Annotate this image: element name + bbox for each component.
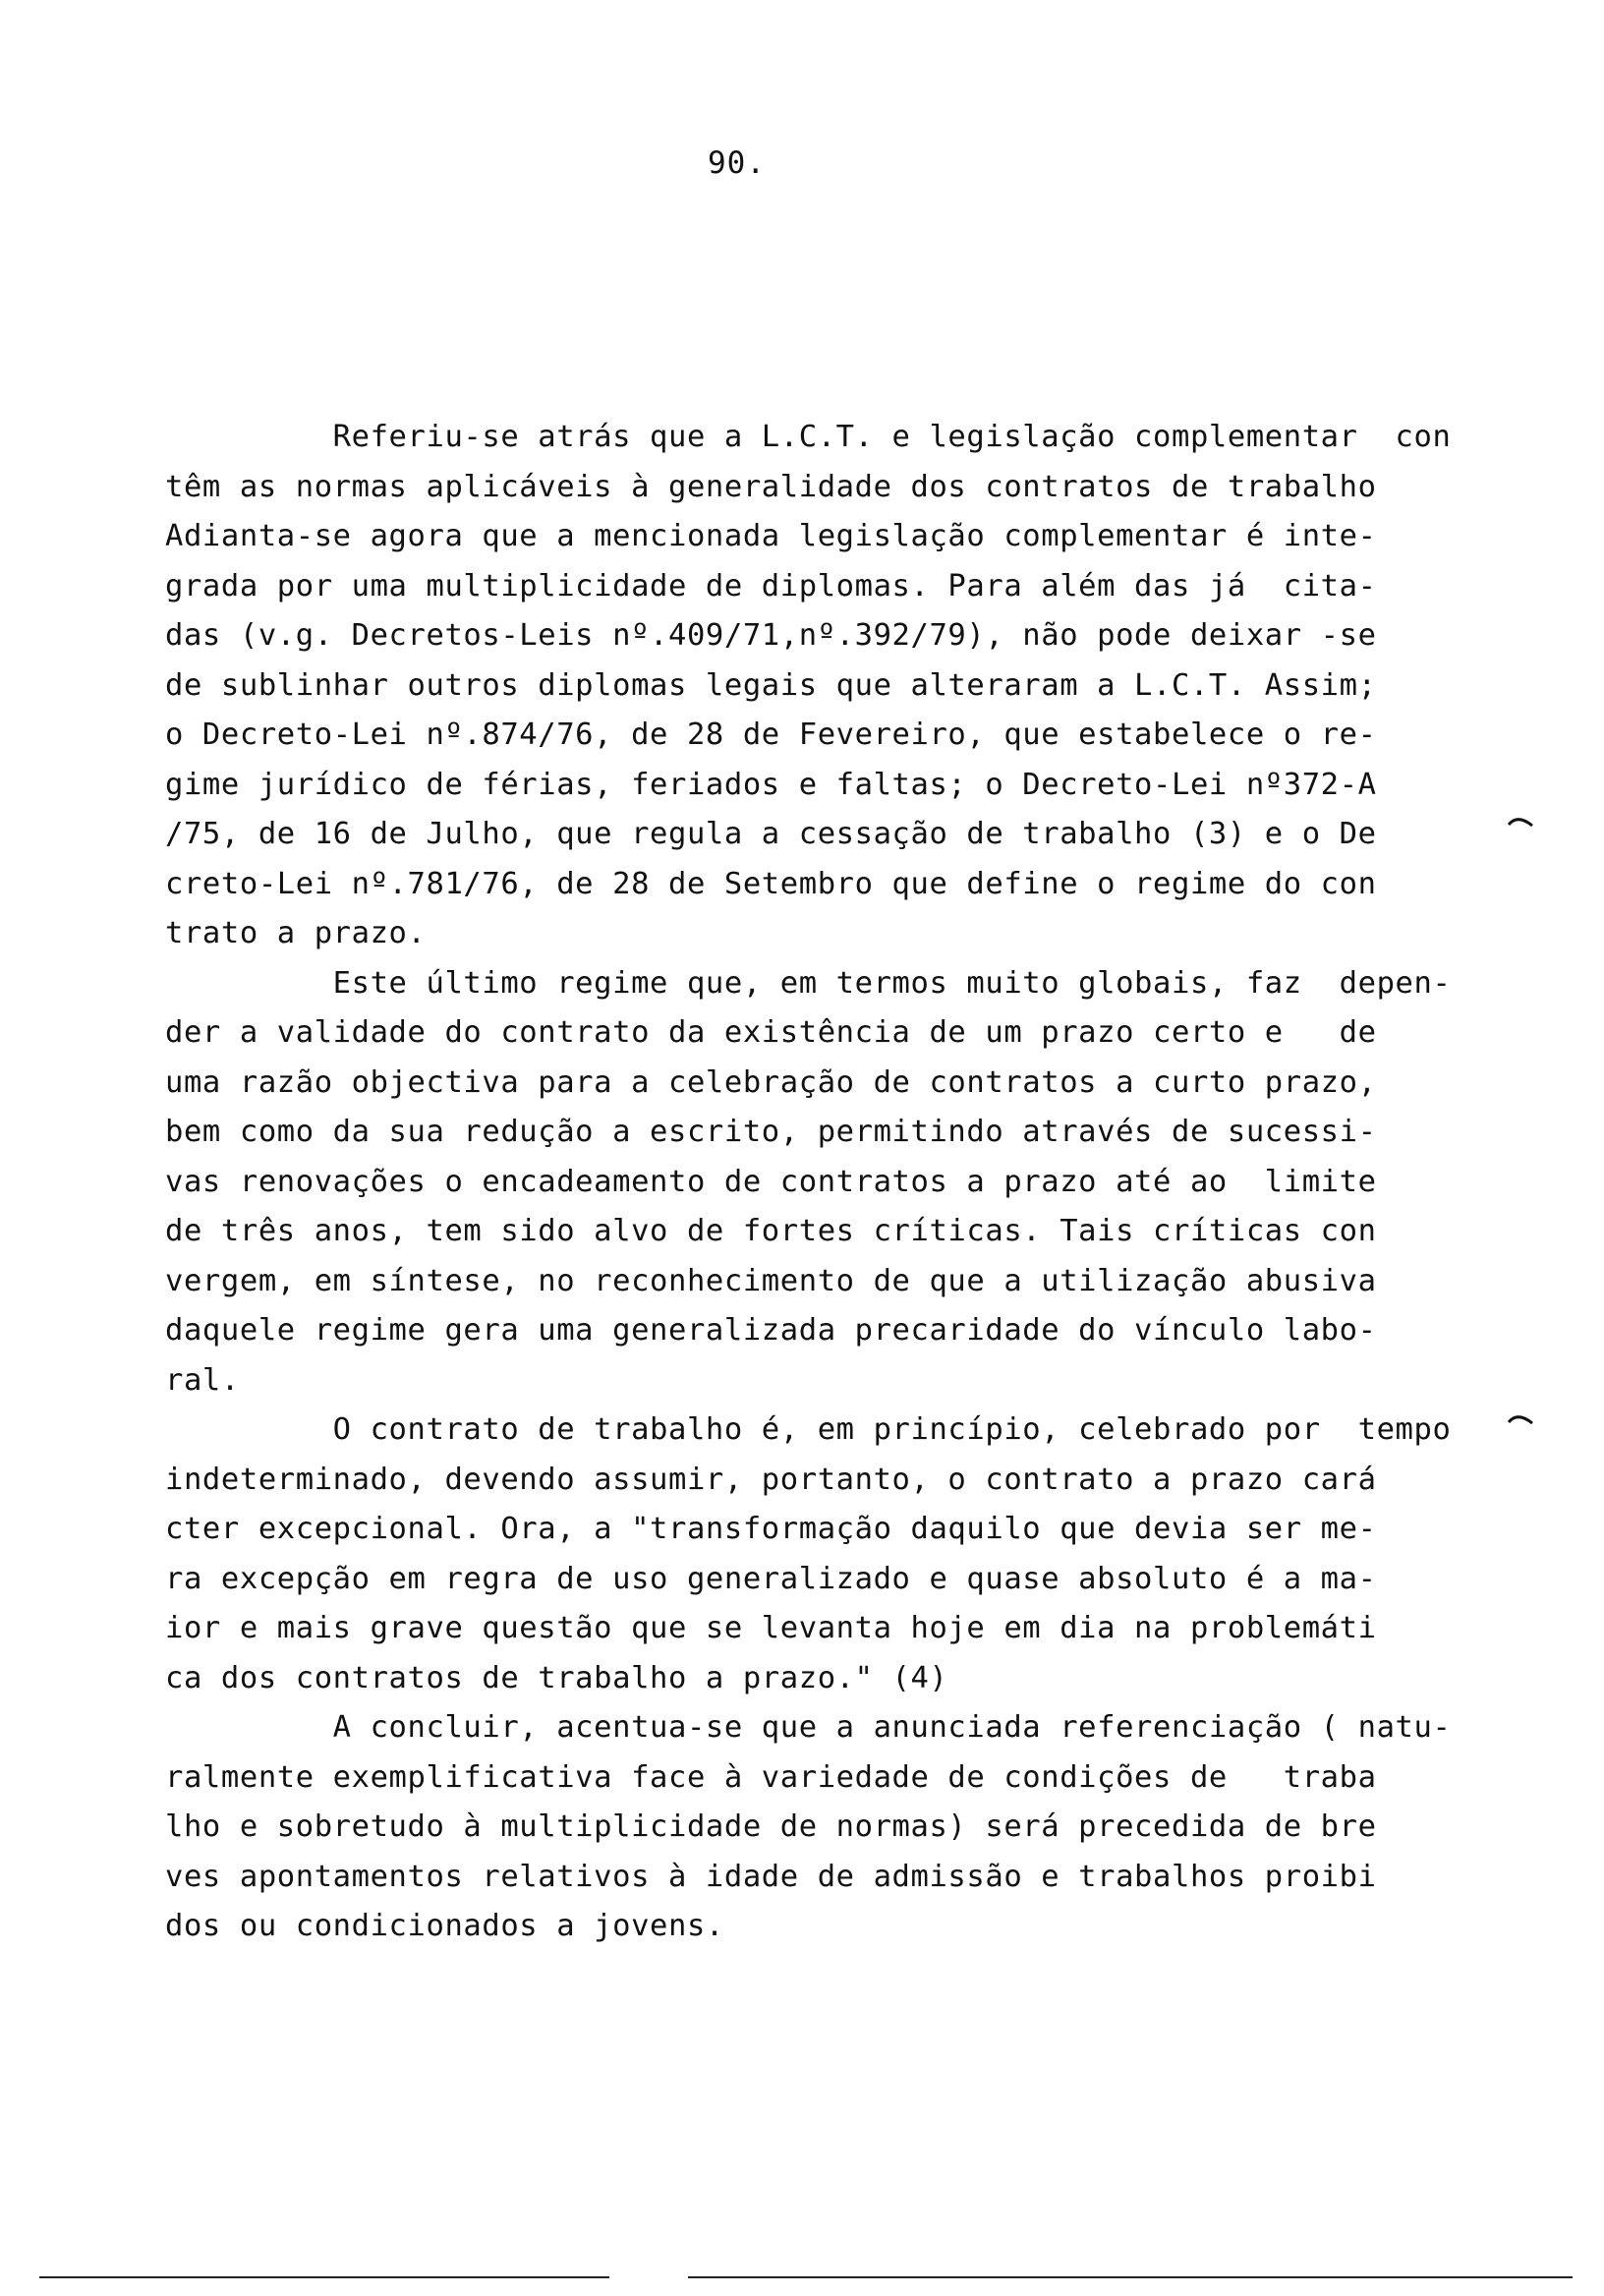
text-line: vergem, em síntese, no reconhecimento de que a utilização abusiva xyxy=(165,1263,1377,1298)
text-line: Este último regime que, em termos muito globais, faz depen- xyxy=(165,965,1452,1001)
text-line: ra excepção em regra de uso generalizado e quase absoluto é a ma- xyxy=(165,1561,1377,1596)
text-line: /75, de 16 de Julho, que regula a cessação de trabalho (3) e o De xyxy=(165,817,1377,851)
page-number: 90. xyxy=(708,145,766,181)
text-line: ves apontamentos relativos à idade de admissão e trabalhos proibi xyxy=(165,1859,1377,1894)
text-line: de três anos, tem sido alvo de fortes críticas. Tais críticas con xyxy=(165,1214,1377,1248)
text-line: Referiu-se atrás que a L.C.T. e legislação complementar con xyxy=(165,420,1452,454)
text-line: grada por uma multiplicidade de diplomas. Para além das já cita- xyxy=(165,568,1377,603)
text-line: Adianta-se agora que a mencionada legislação complementar é inte- xyxy=(165,519,1377,553)
margin-mark-icon xyxy=(1508,814,1533,828)
text-line: A concluir, acentua-se que a anunciada referenciação ( natu- xyxy=(165,1710,1452,1745)
text-line: ral. xyxy=(165,1362,240,1398)
text-line: o Decreto-Lei nº.874/76, de 28 de Fevereiro, que estabelece o re- xyxy=(165,718,1377,752)
footer-rule xyxy=(688,2276,1573,2278)
body-text xyxy=(165,413,1452,1952)
margin-mark-icon xyxy=(1508,1411,1533,1425)
text-line: dos ou condicionados a jovens. xyxy=(165,1909,724,1943)
text-line: trato a prazo. xyxy=(165,916,427,950)
text-line: bem como da sua redução a escrito, permitindo através de sucessi- xyxy=(165,1115,1377,1149)
text-line: O contrato de trabalho é, em princípio, celebrado por tempo xyxy=(165,1412,1452,1447)
text-line: de sublinhar outros diplomas legais que alteraram a L.C.T. Assim; xyxy=(165,667,1377,703)
text-line: vas renovações o encadeamento de contratos a prazo até ao limite xyxy=(165,1164,1377,1199)
text-line: ralmente exemplificativa face à variedade de condições de traba xyxy=(165,1759,1377,1795)
text-line: ca dos contratos de trabalho a prazo." (4) xyxy=(165,1660,948,1695)
text-line: lho e sobretudo à multiplicidade de normas) será precedida de bre xyxy=(165,1809,1377,1844)
footer-rule xyxy=(39,2276,609,2278)
text-line: uma razão objectiva para a celebração de contratos a curto prazo, xyxy=(165,1064,1377,1100)
text-line: creto-Lei nº.781/76, de 28 de Setembro que define o regime do con xyxy=(165,866,1377,901)
text-line: têm as normas aplicáveis à generalidade dos contratos de trabalho xyxy=(165,469,1377,504)
text-line: daquele regime gera uma generalizada precaridade do vínculo labo- xyxy=(165,1313,1377,1348)
text-line: cter excepcional. Ora, a "transformação daquilo que devia ser me- xyxy=(165,1512,1377,1546)
text-line: ior e mais grave questão que se levanta hoje em dia na problemáti xyxy=(165,1611,1377,1645)
text-line: gime jurídico de férias, feriados e faltas; o Decreto-Lei nº372-A xyxy=(165,767,1377,802)
text-line: das (v.g. Decretos-Leis nº.409/71,nº.392/79), não pode deixar -se xyxy=(165,618,1377,653)
text-line: indeterminado, devendo assumir, portanto, o contrato a prazo cará xyxy=(165,1462,1377,1497)
text-line: der a validade do contrato da existência de um prazo certo e de xyxy=(165,1015,1377,1050)
